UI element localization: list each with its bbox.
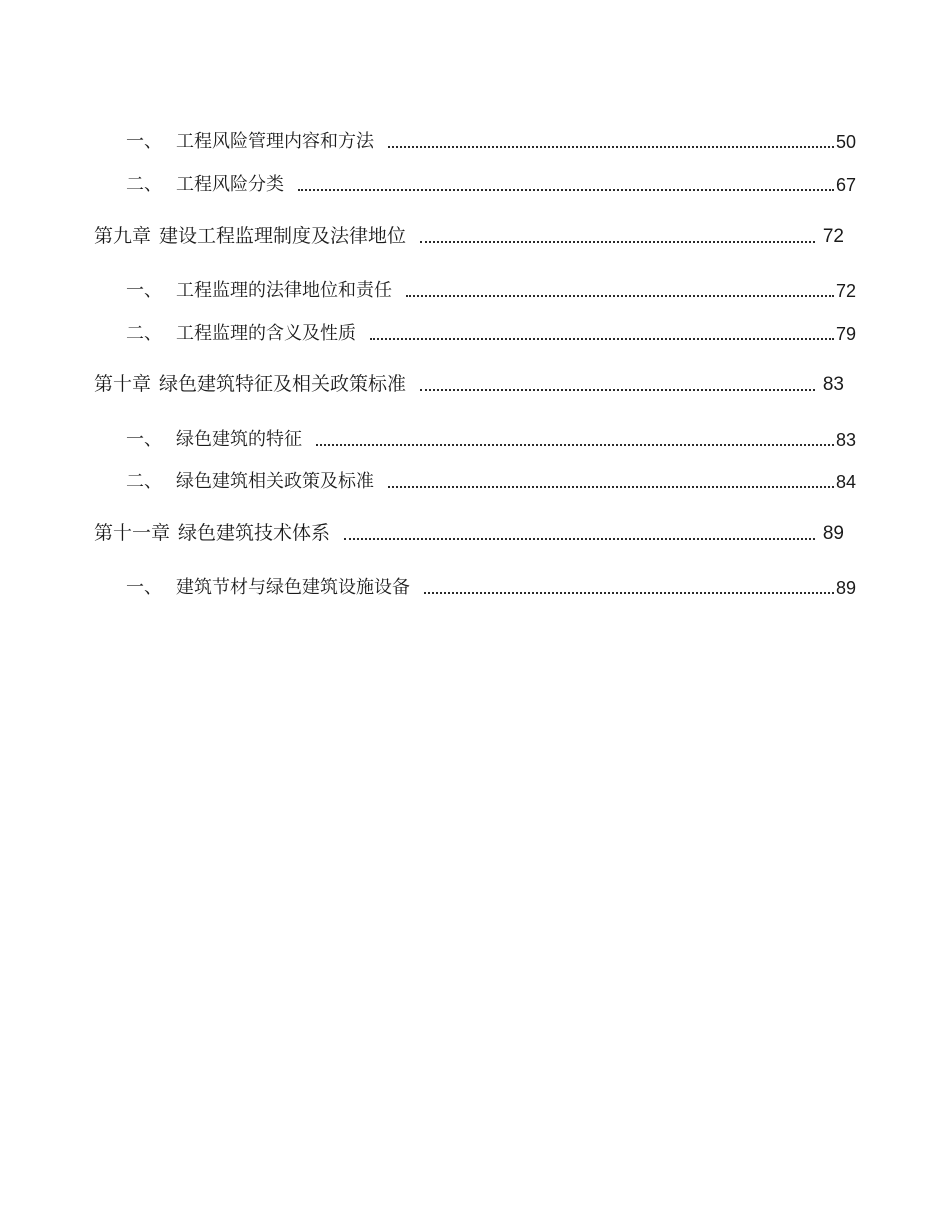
dot-leader	[370, 338, 834, 340]
toc-entry-page: 84	[835, 472, 856, 492]
toc-entry[interactable]	[126, 319, 856, 345]
dot-leader	[406, 295, 834, 297]
toc-entry-page: 67	[835, 175, 856, 195]
toc-chapter-number: 第九章	[94, 225, 152, 247]
toc-entry-number: 一、	[126, 131, 162, 152]
toc-entry-title: 建筑节材与绿色建筑设施设备	[176, 577, 410, 598]
dot-leader	[316, 444, 834, 446]
dot-leader	[344, 538, 815, 540]
toc-entry-page: 79	[835, 324, 856, 344]
toc-entry-title: 绿色建筑相关政策及标准	[176, 471, 374, 492]
toc-entry-title: 工程风险管理内容和方法	[176, 131, 374, 152]
toc-entry-page: 89	[835, 578, 856, 598]
toc-chapter-title: 绿色建筑技术体系	[178, 522, 331, 544]
toc-chapter-number: 第十一章	[94, 522, 171, 544]
dot-leader	[298, 189, 834, 191]
toc-entry[interactable]	[126, 467, 856, 493]
toc-chapter-title: 建设工程监理制度及法律地位	[159, 225, 407, 247]
toc-chapter-number: 第十章	[94, 373, 152, 395]
toc-entry-title: 工程监理的法律地位和责任	[176, 280, 392, 301]
toc-chapter-entry[interactable]	[94, 222, 844, 248]
toc-entry[interactable]	[126, 170, 856, 196]
toc-entry-number: 一、	[126, 429, 162, 450]
toc-entry-number: 二、	[126, 471, 162, 492]
dot-leader	[424, 592, 834, 594]
toc-chapter-page: 83	[822, 374, 844, 395]
toc-entry-page: 83	[835, 430, 856, 450]
toc-entry-title: 绿色建筑的特征	[176, 429, 302, 450]
toc-chapter-page: 89	[822, 523, 844, 544]
toc-entry-page: 50	[835, 132, 856, 152]
toc-chapter-entry[interactable]	[94, 370, 844, 396]
toc-entry[interactable]	[126, 276, 856, 302]
toc-entry[interactable]	[126, 573, 856, 599]
toc-entry-number: 二、	[126, 174, 162, 195]
toc-chapter-entry[interactable]	[94, 519, 844, 545]
toc-chapter-title: 绿色建筑特征及相关政策标准	[159, 373, 407, 395]
toc-entry-title: 工程风险分类	[176, 174, 284, 195]
toc-entry-title: 工程监理的含义及性质	[176, 323, 356, 344]
dot-leader	[388, 146, 834, 148]
toc-entry-number: 二、	[126, 323, 162, 344]
dot-leader	[420, 389, 815, 391]
toc-entry-number: 一、	[126, 577, 162, 598]
dot-leader	[420, 241, 815, 243]
toc-chapter-page: 72	[822, 226, 844, 247]
toc-entry-number: 一、	[126, 280, 162, 301]
toc-entry[interactable]	[126, 127, 856, 153]
toc-entry[interactable]	[126, 425, 856, 451]
dot-leader	[388, 486, 834, 488]
toc-entry-page: 72	[835, 281, 856, 301]
